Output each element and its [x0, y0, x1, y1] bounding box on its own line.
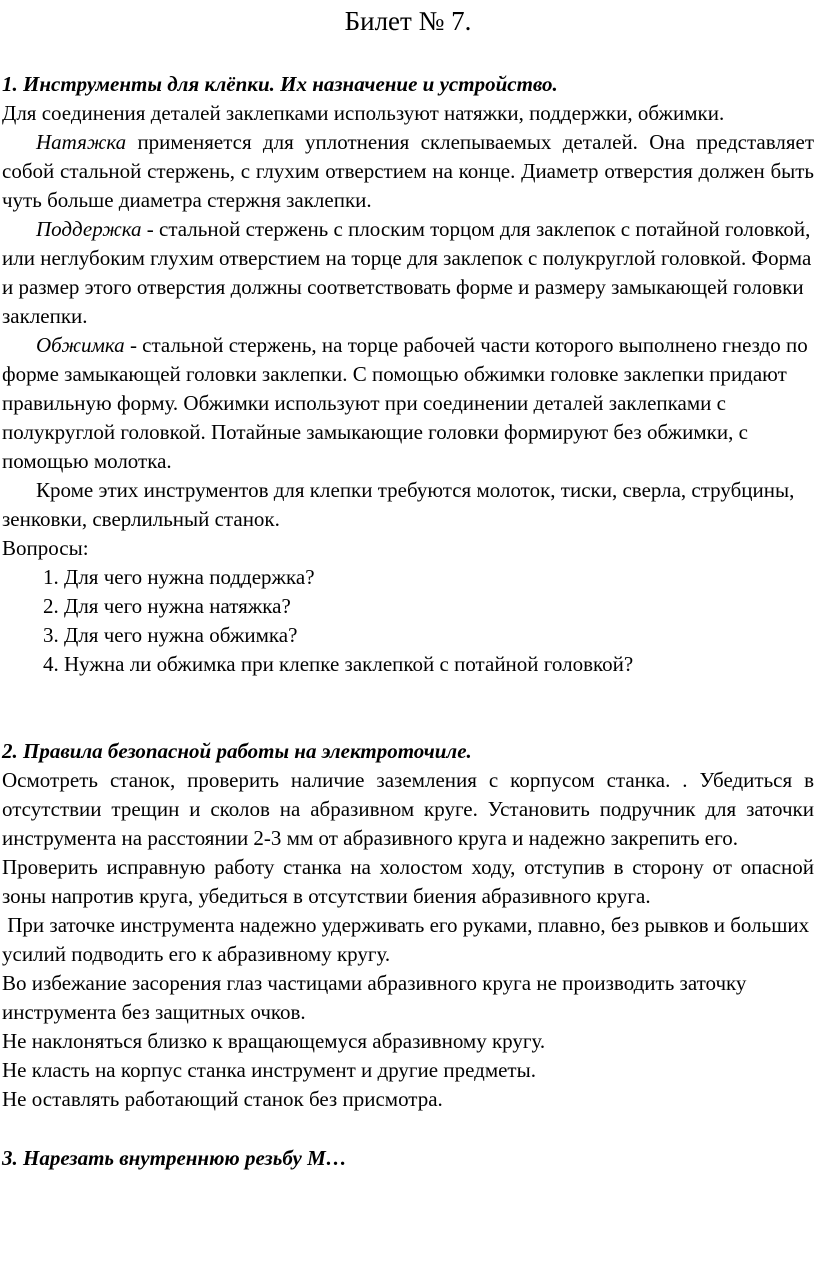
obzhimka-text: - стальной стержень, на торце рабочей части которого выполнено гнездо по форме замыкающей головки заклепки. С помощью обжимки головке заклепки придают правильную форму. Обжимки используют при соединении деталей заклепками с полукруглой головкой. Потайные замыкающие головки формируют без обжимки, с помощью молотка.: [2, 333, 808, 473]
question-item: 1. Для чего нужна поддержка?: [64, 563, 814, 592]
section-3-heading: 3. Нарезать внутреннюю резьбу М…: [2, 1146, 347, 1170]
questions-label: Вопросы:: [2, 536, 89, 560]
podderzhka-text: - стальной стержень с плоским торцом для заклепок с потайной головкой, или неглубоким глухим отверстием на торце для заклепок с полукруглой головкой. Форма и размер этого отверстия должны соответствовать форме и размеру замыкающей головки заклепки.: [2, 217, 812, 328]
section-2: [2, 737, 814, 1114]
section-2-para-3: При заточке инструмента надежно удерживать его руками, плавно, без рывков и больших усилий подводить его к абразивному кругу.: [2, 913, 815, 966]
section-3: [2, 1144, 814, 1173]
natyazhka-text: применяется для уплотнения склепываемых деталей. Она представляет собой стальной стержень, с глухим отверстием на конце. Диаметр отверстия должен быть чуть больше диаметра стержня заклепки.: [2, 130, 814, 212]
question-item: 2. Для чего нужна натяжка?: [64, 592, 814, 621]
natyazhka-paragraph: [2, 128, 814, 215]
question-item: 3. Для чего нужна обжимка?: [64, 621, 814, 650]
section-1-heading: 1. Инструменты для клёпки. Их назначение и устройство.: [2, 72, 558, 96]
section-2-para-2: Проверить исправную работу станка на холостом ходу, отступив в сторону от опасной зоны напротив круга, убедиться в отсутствии биения абразивного круга.: [2, 855, 814, 908]
extra-tools-paragraph: Кроме этих инструментов для клепки требуются молоток, тиски, сверла, струбцины, зенковки, сверлильный станок.: [2, 478, 795, 531]
podderzhka-term: Поддержка: [36, 217, 142, 241]
section-2-para-6: Не класть на корпус станка инструмент и другие предметы.: [2, 1058, 536, 1082]
obzhimka-term: Обжимка: [36, 333, 125, 357]
section-2-para-5: Не наклоняться близко к вращающемуся абразивному кругу.: [2, 1029, 546, 1053]
section-2-heading: 2. Правила безопасной работы на электроточиле.: [2, 739, 472, 763]
section-1: [2, 70, 814, 679]
ticket-title: Билет № 7.: [344, 6, 472, 36]
obzhimka-paragraph: [2, 331, 814, 476]
section-2-para-7: Не оставлять работающий станок без присмотра.: [2, 1087, 443, 1111]
spacer: [2, 679, 814, 737]
spacer: [2, 1114, 814, 1144]
podderzhka-paragraph: [2, 215, 814, 331]
questions-list: [2, 563, 814, 679]
question-item: 4. Нужна ли обжимка при клепке заклепкой с потайной головкой?: [64, 650, 814, 679]
natyazhka-term: Натяжка: [36, 130, 127, 154]
section-2-para-4: Во избежание засорения глаз частицами абразивного круга не производить заточку инструмента без защитных очков.: [2, 971, 747, 1024]
section-1-intro: Для соединения деталей заклепками используют натяжки, поддержки, обжимки.: [2, 101, 725, 125]
section-2-para-1: Осмотреть станок, проверить наличие заземления с корпусом станка. . Убедиться в отсутствии трещин и сколов на абразивном круге. Установить подручник для заточки инструмента на расстоянии 2-3 мм от абразивного круга и надежно закрепить его.: [2, 768, 814, 850]
